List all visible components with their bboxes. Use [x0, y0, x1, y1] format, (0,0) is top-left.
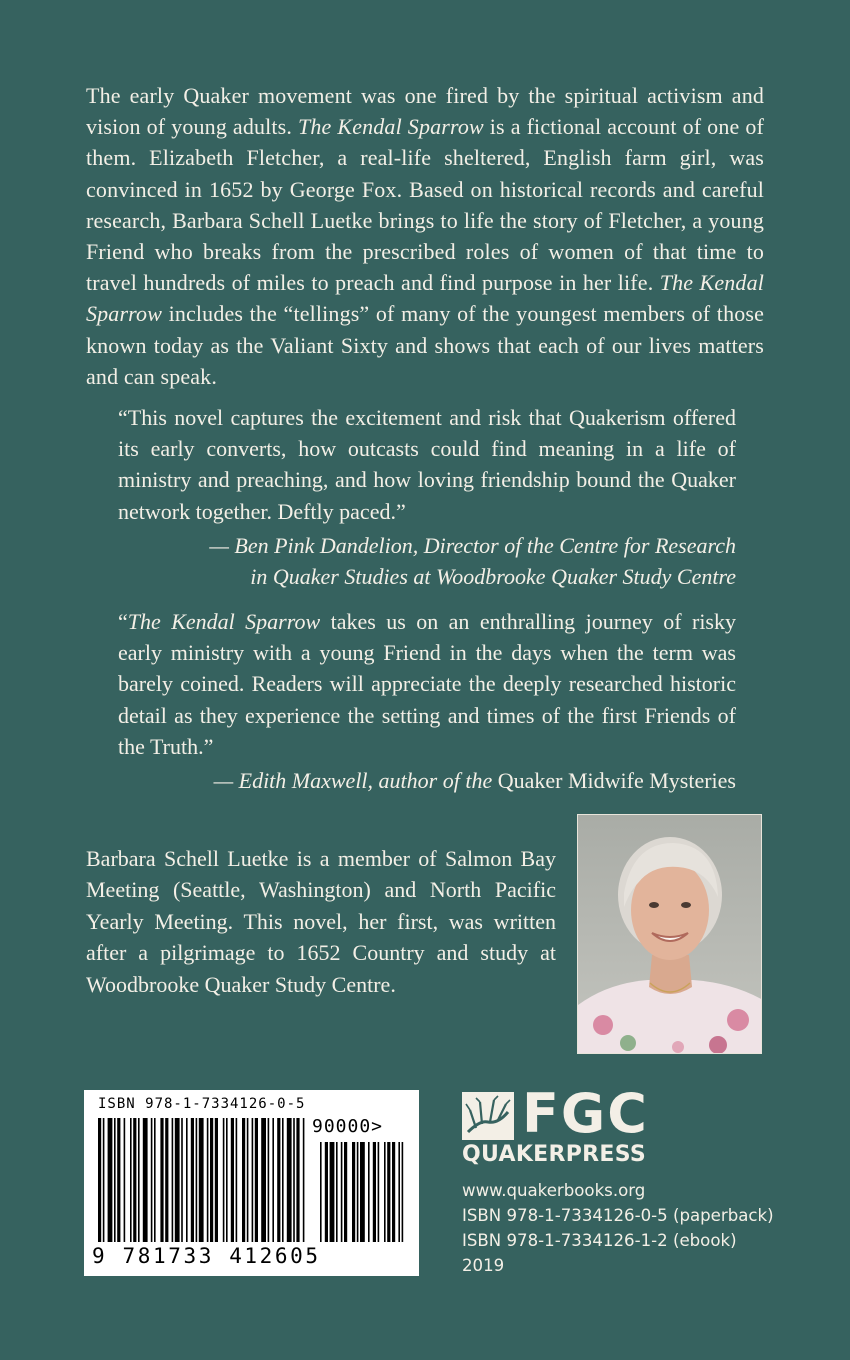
- barcode-bar: [360, 1142, 365, 1242]
- barcode-bar: [114, 1118, 116, 1242]
- fgc-logo-text: FGC: [522, 1082, 649, 1145]
- barcode-digits: 9 781733 412605: [92, 1244, 321, 1268]
- author-bio: Barbara Schell Luetke is a member of Salmon Bay Meeting (Seattle, Washington) and North Pacific Yearly Meeting. This novel, her first, was written after a pilgrimage to 1652 Country and study at Woodbrooke Quaker Study Centre.: [86, 846, 556, 997]
- barcode-bar: [341, 1142, 343, 1242]
- endorsement-quote-dandelion: “This novel captures the excitement and risk that Quakerism offered its early converts, how outcasts could find meaning in a life of ministry and preaching, and how loving friendship bound the Quaker network together. Deftly paced.”: [118, 405, 736, 524]
- barcode-bar: [293, 1118, 295, 1242]
- barcode-bar: [261, 1118, 266, 1242]
- barcode-bar: [344, 1142, 347, 1242]
- publisher-website: www.quakerbooks.org: [462, 1181, 646, 1200]
- barcode-bar: [384, 1142, 386, 1242]
- barcode-bar: [151, 1118, 153, 1242]
- barcode-bar: [398, 1142, 400, 1242]
- publisher-block: [462, 1082, 774, 1275]
- author-photo: [577, 814, 762, 1054]
- barcode-bar: [130, 1118, 132, 1242]
- barcode-bar: [392, 1142, 395, 1242]
- barcode-bar: [352, 1142, 355, 1242]
- barcode-bar: [330, 1142, 335, 1242]
- description-paragraph: The early Quaker movement was one fired by the spiritual activism and vision of young adults. The Kendal Sparrow is a fictional account of one of them. Elizabeth Fletcher, a real-life sheltered, English farm girl, was convinced in 1652 by George Fox. Based on historical records and careful research, Barbara Schell Luetke brings to life the story of Fletcher, a young Friend who breaks from the prescribed roles of women of that time to travel hundreds of miles to preach and find purpose in her life. The Kendal Sparrow includes the “tellings” of many of the youngest members of those known today as the Valiant Sixty and shows that each of our lives matters and can speak.: [86, 83, 764, 389]
- barcode-price-code: 90000>: [312, 1116, 384, 1137]
- barcode-bar: [320, 1142, 322, 1242]
- book-description: [86, 80, 764, 392]
- isbn-paperback: ISBN 978-1-7334126-0-5 (paperback): [462, 1206, 774, 1225]
- barcode-bar: [108, 1118, 113, 1242]
- barcode-bar: [255, 1118, 258, 1242]
- barcode-bar: [143, 1118, 148, 1242]
- barcode-isbn-label: ISBN 978-1-7334126-0-5: [98, 1096, 306, 1112]
- endorsement-quote-maxwell: “The Kendal Sparrow takes us on an enthralling journey of risky early ministry with a young Friend in the days when the term was barely coined. Readers will appreciate the deeply researched historic detail as they experience the setting and times of the first Friends of the Truth.”: [118, 609, 736, 759]
- book-title: The Kendal Sparrow: [297, 114, 484, 140]
- quaker-press-logo-icon: [462, 1092, 514, 1140]
- barcode-bar: [231, 1118, 234, 1242]
- barcode-bar: [160, 1118, 163, 1242]
- barcode-bar: [124, 1118, 126, 1242]
- barcode-bar: [98, 1118, 101, 1242]
- barcode-bar: [191, 1118, 194, 1242]
- barcode-bar: [336, 1142, 338, 1242]
- barcode-bar: [247, 1118, 249, 1242]
- barcode-bar: [196, 1118, 198, 1242]
- barcode-bar: [226, 1118, 228, 1242]
- author-portrait-image: [578, 815, 762, 1054]
- barcode-bar: [368, 1142, 370, 1242]
- barcode-bar: [242, 1118, 245, 1242]
- barcode-bar: [210, 1118, 213, 1242]
- barcode-bar: [282, 1118, 284, 1242]
- book-title: The Kendal Sparrow: [86, 270, 764, 327]
- isbn-ebook: ISBN 978-1-7334126-1-2 (ebook): [462, 1231, 737, 1250]
- barcode-bar: [133, 1118, 136, 1242]
- barcode-bar: [236, 1118, 238, 1242]
- barcode-bar: [325, 1142, 328, 1242]
- barcode-bar: [186, 1118, 188, 1242]
- publication-year: 2019: [462, 1256, 505, 1275]
- barcode-bar: [287, 1118, 292, 1242]
- barcode-bar: [154, 1118, 156, 1242]
- barcode-bar: [199, 1118, 204, 1242]
- barcode-bar: [296, 1118, 299, 1242]
- barcode-bar: [357, 1142, 359, 1242]
- barcode-bar: [207, 1118, 209, 1242]
- barcode-bar: [103, 1118, 105, 1242]
- barcode-bar: [117, 1118, 120, 1242]
- barcode-bar: [272, 1118, 274, 1242]
- barcode: [84, 1090, 419, 1276]
- barcode-bar: [175, 1118, 180, 1242]
- barcode-bar: [215, 1118, 218, 1242]
- endorsement-attribution-maxwell: — Edith Maxwell, author of the Quaker Midwife Mysteries: [213, 768, 736, 793]
- quaker-press-logo-text: QUAKERPRESS: [462, 1142, 647, 1167]
- barcode-bar: [387, 1142, 390, 1242]
- barcode-bar: [172, 1118, 174, 1242]
- barcode-bar: [223, 1118, 225, 1242]
- book-title: The Kendal Sparrow: [127, 609, 321, 634]
- barcode-bar: [303, 1118, 305, 1242]
- barcode-bar: [181, 1118, 183, 1242]
- barcode-bar: [165, 1118, 168, 1242]
- barcode-bar: [268, 1118, 270, 1242]
- publisher-details: [462, 1178, 774, 1278]
- barcode-bar: [378, 1142, 380, 1242]
- barcode-bar: [402, 1142, 404, 1242]
- barcode-bar: [277, 1118, 280, 1242]
- endorsement-attribution-dandelion: — Ben Pink Dandelion, Director of the Centre for Research in Quaker Studies at Woodbrooke Quaker Study Centre: [209, 533, 736, 590]
- barcode-bar: [138, 1118, 140, 1242]
- barcode-bar: [373, 1142, 376, 1242]
- barcode-bar: [252, 1118, 254, 1242]
